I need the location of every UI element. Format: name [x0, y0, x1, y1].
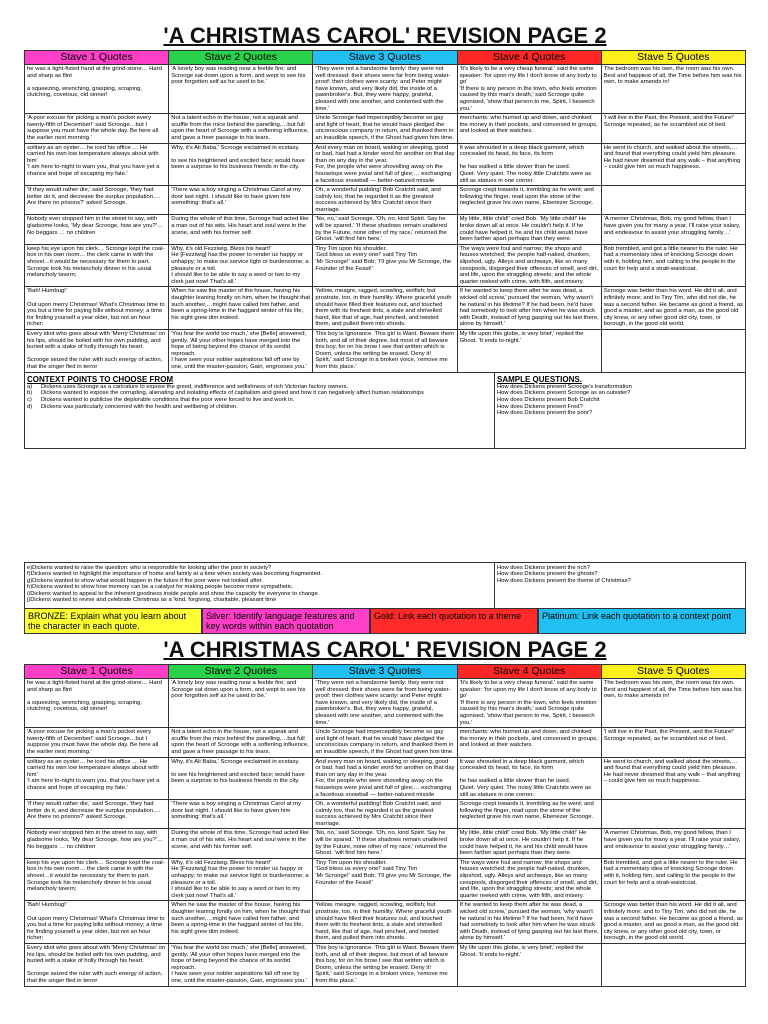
quote-cell: Why, it's old Fezziwig. Bless his heart!' He [Fezziwig] has the power to render us happy or unhappy; to make our service light or burdensome; a pleasure or a toil. I should like to be able to say a word or two to my clerk just now! That's all.' — [169, 858, 313, 901]
context-heading: CONTEXT POINTS TO CHOOSE FROM — [27, 374, 174, 384]
context-points — [25, 373, 495, 448]
quote-cell: If he wanted to keep them after he was dead, a wicked old screw,' pursued the woman, 'why wasn't he natural in his lifetime? If he had been, he'd have had somebody to look after him when he was struck with Death, instead of lying gasping out his last there, alone by himself.' — [457, 287, 601, 330]
sample-list — [497, 384, 743, 418]
page-title-repeat: 'A CHRISTMAS CAROL' REVISION PAGE 2 — [163, 637, 607, 662]
quote-cell: Yellow, meagre, ragged, scowling, wolfish; but prostrate, too, in their humility. Where graceful youth should have filled their features out, and touched them with its freshest tints, a stale and shrivelled hand, like that of age, had pinched, and twisted them, and pulled them into shreds. — [313, 287, 457, 330]
item-key: a) — [27, 383, 33, 390]
sample-more — [495, 563, 745, 609]
table-row — [25, 679, 746, 728]
item-key: d) — [27, 403, 33, 410]
item-text: Dickens uses Scrooge as a caricature to expose the greed, indifference and selfishness of rich Victorian factory owners. — [41, 383, 349, 390]
item-text: Dickens wanted to raise the question: who is responsible for looking after the poor in society? — [32, 565, 272, 571]
quote-cell: Scrooge crept towards it, trembling as he went; and following the finger, read upon the stone of the neglected grave his own name, Ebenezer Scrooge. — [457, 800, 601, 829]
item-key: g) — [27, 577, 33, 584]
quote-cell — [601, 186, 745, 215]
quote-cell: The bedroom was his own, the room was his own. Best and happiest of all, the Time before him was his own, to make amends in! — [601, 65, 745, 114]
quote-cell: Scrooge was better than his word. He did it all, and infinitely more; and to Tiny Tim, who did not die, he was a second father. He became as good a friend, as good a master, and as good a man, as the good old city knew, or any other good old city, town, or borough, in the good old world. — [601, 287, 745, 330]
quote-cell: Bob trembled, and got a little nearer to the ruler. He had a momentary idea of knocking Scrooge down with it, holding him, and calling to the people in the court for help and a strait-waistcoat. — [601, 858, 745, 901]
quotes-table-repeat — [24, 664, 746, 987]
item-text: Dickens wanted to highlight the importance of home and family at a time when society was becoming fragmented. — [30, 571, 322, 578]
quote-cell: Why, it's Ali Baba,' Scrooge exclaimed in ecstasy. to see his heightened and excited face; would have been a surprise to his business friends in the city. — [169, 143, 313, 186]
quote-cell: 'Bah! Humbug!' Out upon merry Christmas! What's Christmas time to you but a time for paying bills without money; a time for finding yourself a year older, but not an hour richer; — [25, 901, 169, 944]
item-key: i) — [27, 590, 31, 597]
table-row — [25, 943, 746, 986]
quote-cell: And every man on board, waking or sleeping, good or bad, had had a kinder word for another on that day than on any day in the year. For, the people who were shovelling away on the housetops were jovial and full of glee;… exchanging a facetious snowball — better-natured missile — [313, 757, 457, 800]
quote-cell: 'I will live in the Past, the Present, and the Future!' Scrooge repeated, as he scrambled out of bed. — [601, 114, 745, 143]
quote-cell: Oh, a wonderful pudding! Bob Cratchit said, and calmly too, that he regarded it as the greatest success achieved by Mrs Cratchit since their marriage. — [313, 800, 457, 829]
quote-cell: 'I will live in the Past, the Present, and the Future!' Scrooge repeated, as he scrambled out of bed. — [601, 728, 745, 757]
table-row — [25, 728, 746, 757]
sample-questions — [495, 373, 745, 448]
page-title: 'A CHRISTMAS CAROL' REVISION PAGE 2 — [163, 23, 607, 48]
quote-cell: 'A lonely boy was reading near a feeble fire; and Scrooge sat down upon a form, and wept to see his poor forgotten self as he used to be.' — [169, 65, 313, 114]
table-row — [25, 186, 746, 215]
quote-cell: 'They were not a handsome family: they were not well dressed: their shoes were far from being water-proof: their clothes were scanty: and Peter might have known, and very likely did, the inside of a pawnbroker's. But, they were happy, grateful, pleased with one another, and contented with the time.' — [313, 679, 457, 728]
stave-4-header: Stave 4 Quotes — [457, 51, 601, 65]
stave-5-header: Stave 5 Quotes — [601, 665, 745, 679]
quote-cell: Not a latent echo in the house, not a squeak and scuffle from the mice behind the panelling,…but full upon the heart of Scrooge with a softening influence, and gave a freer passage to his tears. — [169, 728, 313, 757]
list-item — [27, 597, 492, 603]
quote-cell — [601, 800, 745, 829]
table-row — [25, 244, 746, 287]
item-text: Dickens wanted to show how memory can be a catalyst for making people become more sympathetic. — [32, 584, 294, 591]
context-and-questions — [24, 373, 746, 449]
quote-cell: 'A poor excuse for picking a man's pocket every twenty-fifth of December!' said Scrooge…but I suppose you must have the whole day. Be here all the earlier next morning.' — [25, 728, 169, 757]
quote-cell: This boy is Ignorance. This girl is Want. Beware them both, and all of their degree, but most of all beware this boy, for on his brow I see that written which is Doom, unless the writing be erased. Deny it! Spirit,' said Scrooge in a broken voice, 'remove me from this place.' — [313, 943, 457, 986]
list-item: How does Dickens present the poor? — [497, 410, 593, 417]
quote-cell: Nobody ever stopped him in the street to say, with gladsome looks, 'My dear Scrooge, how are you?'… No beggars … no children — [25, 829, 169, 858]
quote-cell: Nobody ever stopped him in the street to say, with gladsome looks, 'My dear Scrooge, how are you?'… No beggars … no children — [25, 215, 169, 244]
silver-task: Silver: Identify language features and key words within each quotation — [202, 608, 370, 634]
quote-cell: 'Bah! Humbug!' Out upon merry Christmas! What's Christmas time to you but a time for paying bills without money; a time for finding yourself a year older, but not an hour richer; — [25, 287, 169, 330]
quote-cell — [601, 329, 745, 372]
quote-cell: During the whole of this time, Scrooge had acted like a man out of his wits. His heart and soul were in the scene, and with his former self. — [169, 215, 313, 244]
quote-cell: Every idiot who goes about with 'Merry Christmas' on his lips, should be boiled with his own pudding, and buried with a stake of holly through his heart. Scrooge seized the ruler with such energy of action, that the singer fled in terror — [25, 943, 169, 986]
quote-cell: 'You fear the world too much,' she [Belle] answered, gently. 'All your other hopes have merged into the hope of being beyond the chance of its sordid reproach. I have seen your nobler aspirations fall off one by one, until the master-passion, Gain, engrosses you.' — [169, 329, 313, 372]
quote-cell: Oh, a wonderful pudding! Bob Cratchit said, and calmly too, that he regarded it as the greatest success achieved by Mrs Cratchit since their marriage. — [313, 186, 457, 215]
quote-cell: Tiny Tim upon his shoulder. 'God bless us every one!' said Tiny Tim 'Mr Scrooge!' said Bob; 'I'll give you Mr Scrooge, the Founder of the Feast!' — [313, 858, 457, 901]
quote-cell: My life upon this globe, is very brief,' replied the Ghost. 'It ends to-night.' — [457, 943, 601, 986]
stave-5-header: Stave 5 Quotes — [601, 51, 745, 65]
quote-cell: Tiny Tim upon his shoulder. 'God bless us every one!' said Tiny Tim 'Mr Scrooge!' said Bob; 'I'll give you Mr Scrooge, the Founder of the Feast!' — [313, 244, 457, 287]
quote-cell: 'A merrier Christmas, Bob, my good fellow, than I have given you for many a year. I'll raise your salary, and endeavour to assist your struggling family…' — [601, 215, 745, 244]
table-row — [25, 215, 746, 244]
quote-cell: 'A poor excuse for picking a man's pocket every twenty-fifth of December!' said Scrooge…but I suppose you must have the whole day. Be here all the earlier next morning.' — [25, 114, 169, 143]
item-key: f) — [27, 571, 31, 578]
quote-cell: This boy is Ignorance. This girl is Want. Beware them both, and all of their degree, but most of all beware this boy, for on his brow I see that written which is Doom, unless the writing be erased. Deny it! Spirit,' said Scrooge in a broken voice, 'remove me from this place.' — [313, 329, 457, 372]
quote-cell: keep his eye upon his clerk… Scrooge kept the coal-box in his own room… the clerk came in with the shovel…it would be necessary for them to part. Scrooge took his melancholy dinner in his usual melancholy tavern; — [25, 858, 169, 901]
list-item: How does Dickens present Bob Cratchit — [497, 396, 600, 403]
context-more — [25, 563, 495, 609]
stave-3-header: Stave 3 Quotes — [313, 665, 457, 679]
table-row — [25, 143, 746, 186]
quote-cell: Every idiot who goes about with 'Merry Christmas' on his lips, should be boiled with his own pudding, and buried with a stake of holly through his heart. Scrooge seized the ruler with such energy of action, that the singer fled in terror — [25, 329, 169, 372]
list-item: How does Dickens present Scrooge as an outsider? — [497, 390, 631, 397]
table-row — [25, 65, 746, 114]
quote-cell: The ways were foul and narrow; the shops and houses wretched; the people half-naked, drunken, slipshod, ugly. Alleys and archways, like so many cesspools, disgorged their offences of smell, and dirt, and life, upon the straggling streets; and the whole quarter reeked with crime, with filth, and misery. — [457, 244, 601, 287]
list-item — [27, 390, 492, 397]
quote-cell: 'If they would rather die,' said Scrooge, 'they had better do it, and decrease the surplus population.…Are there no prisons?' asked Scrooge. — [25, 800, 169, 829]
quote-cell: 'They were not a handsome family: they were not well dressed: their shoes were far from being water-proof: their clothes were scanty: and Peter might have known, and very likely did, the inside of a pawnbroker's. But, they were happy, grateful, pleased with one another, and contented with the time.' — [313, 65, 457, 114]
quote-cell: Scrooge was better than his word. He did it all, and infinitely more; and to Tiny Tim, who did not die, he was a second father. He became as good a friend, as good a master, and as good a man, as the good old city knew, or any other good old city, town, or borough, in the good old world. — [601, 901, 745, 944]
quote-cell: 'There was a boy singing a Christmas Carol at my door last night. I should like to have given him something: that's all.' — [169, 800, 313, 829]
quote-cell: solitary as an oyster… he iced his office … He carried his own low temperature always about with him' 'I am here to-night to warn you, that you have yet a chance and hope of escaping my fate.' — [25, 143, 169, 186]
stave-2-header: Stave 2 Quotes — [169, 51, 313, 65]
revision-page-top — [24, 0, 746, 528]
quote-cell: Why, it's old Fezziwig. Bless his heart!' He [Fezziwig] has the power to render us happy or unhappy; to make our service light or burdensome; a pleasure or a toil. I should like to be able to say a word or two to my clerk just now! That's all.' — [169, 244, 313, 287]
quote-cell: he was a tight-fisted hand at the grind-stone… Hard and sharp as flint a squeezing, wrenching, grasping, scraping, clutching, covetous, old sinner! — [25, 65, 169, 114]
table-row — [25, 800, 746, 829]
quote-cell: The bedroom was his own, the room was his own. Best and happiest of all, the Time before him was his own, to make amends in! — [601, 679, 745, 728]
list-item: How does Dickens present Fred? — [497, 403, 583, 410]
item-text: Dickens wanted to show what would happen in the future if the poor were not looked after. — [32, 577, 263, 584]
list-item — [27, 397, 492, 404]
item-key: e) — [27, 565, 33, 571]
item-text: Dickens wanted to expose the corrupting, alienating and isolating effects of capitalism and greed and how it can negatively affect human relationships — [41, 390, 424, 397]
platinum-task: Platinum: Link each quotation to a context point — [538, 608, 746, 634]
item-text: Dickens was particularly concerned with the health and wellbeing of children. — [41, 403, 238, 410]
quote-cell: When he saw the master of the house, having his daughter leaning fondly on him, when he thought that such another,…might have called him father, and been a spring-time in the haggard winter of his life, his sight grew dim indeed. — [169, 901, 313, 944]
quote-cell: My life upon this globe, is very brief,' replied the Ghost. 'It ends to-night.' — [457, 329, 601, 372]
quote-cell: 'It's likely to be a very cheap funeral.' said the same speaker: 'for upon my life I don't know of any body to go' 'If there is any person in the town, who feels emotion caused by this man's death,' said Scrooge quite agonised, 'show that person to me, Spirit, I beseech you.' — [457, 65, 601, 114]
quote-cell: My little, little child!' cried Bob. 'My little child!' He broke down all at once. He couldn't help it. If he could have helped it, he and his child would have been farther apart perhaps than they were. — [457, 829, 601, 858]
list-item: How does Dickens present the rich? — [497, 565, 590, 571]
quote-cell: If he wanted to keep them after he was dead, a wicked old screw,' pursued the woman, 'why wasn't he natural in his lifetime? If he had been, he'd have had somebody to look after him when he was struck with Death, instead of lying gasping out his last there, alone by himself.' — [457, 901, 601, 944]
quote-cell: 'No, no,' said Scrooge. 'Oh, no, kind Spirit. Say he will be spared.' 'If these shadows remain unaltered by the Future, none other of my race,' returned the Ghost. 'will find him here.' — [313, 215, 457, 244]
quote-cell: And every man on board, waking or sleeping, good or bad, had had a kinder word for another on that day than on any day in the year. For, the people who were shovelling away on the housetops were jovial and full of glee;… exchanging a facetious snowball — better-natured missile — [313, 143, 457, 186]
revision-page-bottom — [24, 636, 746, 1024]
item-text: Dickens wanted to publicise the deplorable conditions that the poor were forced to live and work in. — [41, 396, 295, 403]
item-text: Dickens wanted to revive and celebrate Christmas as a 'kind, forgiving, charitable, pleasant time — [30, 597, 277, 604]
list-item: How does Dickens present Scrooge's transformation — [497, 383, 632, 390]
quote-cell: merchants: who hurried up and down, and chinked the money in their pockets, and conversed in groups, and looked at their watches. — [457, 114, 601, 143]
task-legend — [24, 608, 746, 634]
quote-cell: solitary as an oyster… he iced his office … He carried his own low temperature always about with him' 'I am here to-night to warn you, that you have yet a chance and hope of escaping my fate.' — [25, 757, 169, 800]
quote-cell: 'No, no,' said Scrooge. 'Oh, no, kind Spirit. Say he will be spared.' 'If these shadows remain unaltered by the Future, none other of my race,' returned the Ghost. 'will find him here.' — [313, 829, 457, 858]
quote-cell: The ways were foul and narrow; the shops and houses wretched; the people half-naked, drunken, slipshod, ugly. Alleys and archways, like so many cesspools, disgorged their offences of smell, and dirt, and life, upon the straggling streets; and the whole quarter reeked with crime, with filth, and misery. — [457, 858, 601, 901]
stave-4-header: Stave 4 Quotes — [457, 665, 601, 679]
item-key: b) — [27, 390, 33, 397]
stave-3-header: Stave 3 Quotes — [313, 51, 457, 65]
continued-context — [24, 562, 746, 610]
quote-cell: Uncle Scrooge had imperceptibly become so gay and light of heart, that he would have pledged the unconscious company in return, and thanked them in an inaudible speech, if the Ghost had given him time. — [313, 114, 457, 143]
quote-cell: Why, it's Ali Baba,' Scrooge exclaimed in ecstasy. to see his heightened and excited face; would have been a surprise to his business friends in the city. — [169, 757, 313, 800]
quote-cell: 'There was a boy singing a Christmas Carol at my door last night. I should like to have given him something: that's all.' — [169, 186, 313, 215]
stave-1-header: Stave 1 Quotes — [25, 51, 169, 65]
stave-2-header: Stave 2 Quotes — [169, 665, 313, 679]
quote-cell: he was a tight-fisted hand at the grind-stone… Hard and sharp as flint a squeezing, wrenching, grasping, scraping, clutching, covetous, old sinner! — [25, 679, 169, 728]
table-row — [25, 901, 746, 944]
table-row — [25, 114, 746, 143]
stave-1-header: Stave 1 Quotes — [25, 665, 169, 679]
list-item: How does Dickens present the theme of Christmas? — [497, 577, 631, 584]
quote-cell: merchants: who hurried up and down, and chinked the money in their pockets, and conversed in groups, and looked at their watches. — [457, 728, 601, 757]
item-key: c) — [27, 396, 32, 403]
quote-cell: My little, little child!' cried Bob. 'My little child!' He broke down all at once. He couldn't help it. If he could have helped it, he and his child would have been farther apart perhaps than they were. — [457, 215, 601, 244]
context-list — [27, 384, 492, 411]
list-item — [27, 384, 492, 391]
table-row — [25, 329, 746, 372]
quote-cell: During the whole of this time, Scrooge had acted like a man out of his wits. His heart and soul were in the scene, and with his former self. — [169, 829, 313, 858]
quote-cell: He went to church, and walked about the streets,…and found that everything could yield him pleasure. He had never dreamed that any walk – that anything – could give him so much happiness. — [601, 143, 745, 186]
quote-cell: 'You fear the world too much,' she [Belle] answered, gently. 'All your other hopes have merged into the hope of being beyond the chance of its sordid reproach. I have seen your nobler aspirations fall off one by one, until the master-passion, Gain, engrosses you.' — [169, 943, 313, 986]
item-key: h) — [27, 584, 33, 591]
item-key: j) — [27, 597, 31, 604]
quote-cell — [601, 943, 745, 986]
quotes-table — [24, 50, 746, 373]
quote-cell: Yellow, meagre, ragged, scowling, wolfish; but prostrate, too, in their humility. Where graceful youth should have filled their features out, and touched them with its freshest tints, a stale and shrivelled hand, like that of age, had pinched, and twisted them, and pulled them into shreds. — [313, 901, 457, 944]
quote-cell: 'If they would rather die,' said Scrooge, 'they had better do it, and decrease the surplus population.…Are there no prisons?' asked Scrooge. — [25, 186, 169, 215]
quote-cell: Bob trembled, and got a little nearer to the ruler. He had a momentary idea of knocking Scrooge down with it, holding him, and calling to the people in the court for help and a strait-waistcoat. — [601, 244, 745, 287]
item-text: Dickens wanted to appeal to the inherent goodness inside people and show the capacity for everyone to change. — [30, 590, 320, 597]
table-row — [25, 858, 746, 901]
quote-cell: It was shrouded in a deep black garment, which concealed its head, its face, its form he has walked a little slower than he used. Quiet. Very quiet. The noisy little Cratchits were as still as statues in one corner. — [457, 757, 601, 800]
table-row — [25, 287, 746, 330]
gold-task: Gold: Link each quotation to a theme — [370, 608, 538, 634]
quote-cell: keep his eye upon his clerk… Scrooge kept the coal-box in his own room… the clerk came in with the shovel…it would be necessary for them to part. Scrooge took his melancholy dinner in his usual melancholy tavern; — [25, 244, 169, 287]
quote-cell: 'A lonely boy was reading near a feeble fire; and Scrooge sat down upon a form, and wept to see his poor forgotten self as he used to be.' — [169, 679, 313, 728]
quote-cell: He went to church, and walked about the streets,…and found that everything could yield him pleasure. He had never dreamed that any walk – that anything – could give him so much happiness. — [601, 757, 745, 800]
quote-cell: Not a latent echo in the house, not a squeak and scuffle from the mice behind the panelling,…but full upon the heart of Scrooge with a softening influence, and gave a freer passage to his tears. — [169, 114, 313, 143]
table-row — [25, 757, 746, 800]
quote-cell: When he saw the master of the house, having his daughter leaning fondly on him, when he thought that such another,…might have called him father, and been a spring-time in the haggard winter of his life, his sight grew dim indeed. — [169, 287, 313, 330]
bronze-task: BRONZE: Explain what you learn about the character in each quote. — [24, 608, 202, 634]
list-item: How does Dickens present the ghosts? — [497, 571, 598, 578]
table-row — [25, 829, 746, 858]
quote-cell: 'A merrier Christmas, Bob, my good fellow, than I have given you for many a year. I'll raise your salary, and endeavour to assist your struggling family…' — [601, 829, 745, 858]
quote-cell: It was shrouded in a deep black garment, which concealed its head, its face, its form he has walked a little slower than he used. Quiet. Very quiet. The noisy little Cratchits were as still as statues in one corner. — [457, 143, 601, 186]
quote-cell: 'It's likely to be a very cheap funeral.' said the same speaker: 'for upon my life I don't know of any body to go' 'If there is any person in the town, who feels emotion caused by this man's death,' said Scrooge quite agonised, 'show that person to me, Spirit, I beseech you.' — [457, 679, 601, 728]
list-item — [27, 404, 492, 411]
sample-heading: SAMPLE QUESTIONS. — [497, 374, 582, 384]
quote-cell: Scrooge crept towards it, trembling as he went; and following the finger, read upon the stone of the neglected grave his own name, Ebenezer Scrooge. — [457, 186, 601, 215]
quote-cell: Uncle Scrooge had imperceptibly become so gay and light of heart, that he would have pledged the unconscious company in return, and thanked them in an inaudible speech, if the Ghost had given him time. — [313, 728, 457, 757]
